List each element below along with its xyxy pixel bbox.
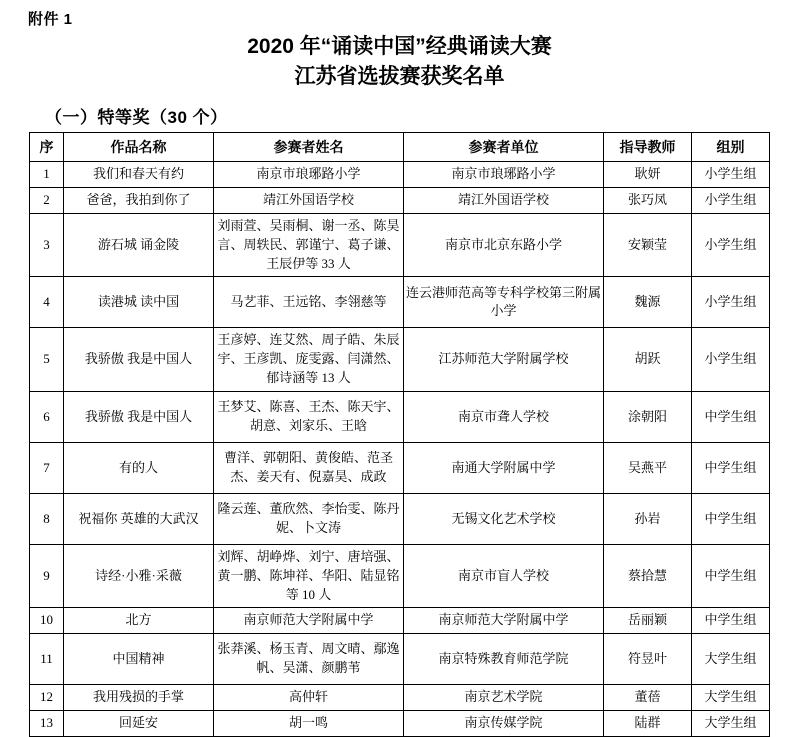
cell-unit: 靖江外国语学校: [404, 188, 604, 214]
table-row: [30, 213, 770, 277]
cell-unit: 南京市盲人学校: [404, 544, 604, 608]
page-title: [0, 0, 799, 93]
cell-unit: 南通大学附属中学: [404, 442, 604, 493]
cell-teacher: 耿妍: [604, 162, 692, 188]
cell-group: 小学生组: [692, 277, 770, 328]
cell-names: 南京师范大学附属中学: [214, 608, 404, 634]
table-row: [30, 711, 770, 737]
cell-group: 中学生组: [692, 493, 770, 544]
cell-teacher: 张巧凤: [604, 188, 692, 214]
page-title-line-2: 江苏省选拔赛获奖名单: [294, 65, 505, 89]
cell-group: 大学生组: [692, 634, 770, 685]
cell-teacher: 安颖莹: [604, 213, 692, 277]
cell-group: 小学生组: [692, 213, 770, 277]
cell-group: 小学生组: [692, 188, 770, 214]
cell-work: 祝福你 英雄的大武汉: [64, 493, 214, 544]
cell-work: 回延安: [64, 711, 214, 737]
table-row: [30, 493, 770, 544]
cell-work: 游石城 诵金陵: [64, 213, 214, 277]
table-row: [30, 391, 770, 442]
cell-group: 中学生组: [692, 608, 770, 634]
cell-work: 我们和春天有约: [64, 162, 214, 188]
cell-unit: 南京艺术学院: [404, 685, 604, 711]
cell-teacher: 董蓓: [604, 685, 692, 711]
cell-unit: 无锡文化艺术学校: [404, 493, 604, 544]
cell-seq: 5: [30, 328, 64, 392]
column-header-group: 组别: [692, 132, 770, 161]
cell-names: 马艺菲、王远铭、李翎慈等: [214, 277, 404, 328]
cell-unit: 南京市北京东路小学: [404, 213, 604, 277]
cell-teacher: 蔡拾慧: [604, 544, 692, 608]
table-row: [30, 328, 770, 392]
cell-unit: 南京市琅琊路小学: [404, 162, 604, 188]
column-header-seq: 序: [30, 132, 64, 161]
cell-seq: 1: [30, 162, 64, 188]
cell-group: 大学生组: [692, 711, 770, 737]
cell-names: 刘雨萱、吴雨桐、谢一丞、陈昊言、周轶民、郭谨宁、葛子谦、王辰伊等 33 人: [214, 213, 404, 277]
cell-names: 曹洋、郭朝阳、黄俊皓、范圣杰、姜天有、倪嘉昊、成政: [214, 442, 404, 493]
column-header-work: 作品名称: [64, 132, 214, 161]
cell-work: 我骄傲 我是中国人: [64, 391, 214, 442]
cell-group: 中学生组: [692, 391, 770, 442]
cell-unit: 江苏师范大学附属学校: [404, 328, 604, 392]
table-row: [30, 685, 770, 711]
cell-group: 小学生组: [692, 328, 770, 392]
cell-seq: 12: [30, 685, 64, 711]
cell-seq: 9: [30, 544, 64, 608]
attachment-label: 附件 1: [28, 11, 73, 28]
table-row: [30, 162, 770, 188]
cell-names: 王彦婷、连艾然、周子皓、朱辰宇、王彦凯、庞雯露、闫潇然、郁诗涵等 13 人: [214, 328, 404, 392]
table-row: [30, 188, 770, 214]
cell-seq: 6: [30, 391, 64, 442]
cell-names: 胡一鸣: [214, 711, 404, 737]
table-header-row: [30, 132, 770, 161]
cell-unit: 南京传媒学院: [404, 711, 604, 737]
table-row: [30, 544, 770, 608]
cell-work: 我骄傲 我是中国人: [64, 328, 214, 392]
cell-seq: 2: [30, 188, 64, 214]
cell-group: 小学生组: [692, 162, 770, 188]
award-list-table: [29, 132, 770, 737]
cell-teacher: 孙岩: [604, 493, 692, 544]
page-title-line-1: 2020 年“诵读中国”经典诵读大赛: [247, 35, 552, 58]
cell-seq: 8: [30, 493, 64, 544]
cell-group: 大学生组: [692, 685, 770, 711]
cell-work: 诗经·小雅·采薇: [64, 544, 214, 608]
cell-work: 读港城 读中国: [64, 277, 214, 328]
section-heading: （一）特等奖（30 个）: [45, 107, 228, 127]
cell-teacher: 符昱叶: [604, 634, 692, 685]
cell-work: 中国精神: [64, 634, 214, 685]
cell-teacher: 吴燕平: [604, 442, 692, 493]
table-row: [30, 634, 770, 685]
cell-unit: 南京师范大学附属中学: [404, 608, 604, 634]
cell-names: 高仲轩: [214, 685, 404, 711]
cell-teacher: 陆群: [604, 711, 692, 737]
cell-unit: 南京特殊教育师范学院: [404, 634, 604, 685]
cell-teacher: 魏源: [604, 277, 692, 328]
cell-seq: 3: [30, 213, 64, 277]
column-header-participant-name: 参赛者姓名: [214, 132, 404, 161]
cell-unit: 南京市聋人学校: [404, 391, 604, 442]
cell-teacher: 胡跃: [604, 328, 692, 392]
cell-seq: 10: [30, 608, 64, 634]
cell-teacher: 岳丽颖: [604, 608, 692, 634]
cell-work: 爸爸，我拍到你了: [64, 188, 214, 214]
cell-seq: 13: [30, 711, 64, 737]
cell-work: 我用残损的手掌: [64, 685, 214, 711]
cell-names: 南京市琅琊路小学: [214, 162, 404, 188]
cell-group: 中学生组: [692, 544, 770, 608]
cell-names: 刘辉、胡峥烨、刘宁、唐培强、黄一鹏、陈坤祥、华阳、陆显铭等 10 人: [214, 544, 404, 608]
cell-unit: 连云港师范高等专科学校第三附属小学: [404, 277, 604, 328]
cell-group: 中学生组: [692, 442, 770, 493]
cell-names: 张莽溪、杨玉青、周文晴、鄢逸帆、吴潇、颜鹏苇: [214, 634, 404, 685]
table-row: [30, 608, 770, 634]
cell-seq: 11: [30, 634, 64, 685]
column-header-teacher: 指导教师: [604, 132, 692, 161]
cell-seq: 7: [30, 442, 64, 493]
cell-work: 北方: [64, 608, 214, 634]
cell-names: 靖江外国语学校: [214, 188, 404, 214]
column-header-participant-unit: 参赛者单位: [404, 132, 604, 161]
cell-seq: 4: [30, 277, 64, 328]
cell-names: 王梦艾、陈喜、王杰、陈天宇、胡意、刘家乐、王晗: [214, 391, 404, 442]
table-row: [30, 442, 770, 493]
cell-teacher: 涂朝阳: [604, 391, 692, 442]
cell-work: 有的人: [64, 442, 214, 493]
cell-names: 隆云莲、董欣然、李怡雯、陈丹妮、卜文涛: [214, 493, 404, 544]
table-row: [30, 277, 770, 328]
